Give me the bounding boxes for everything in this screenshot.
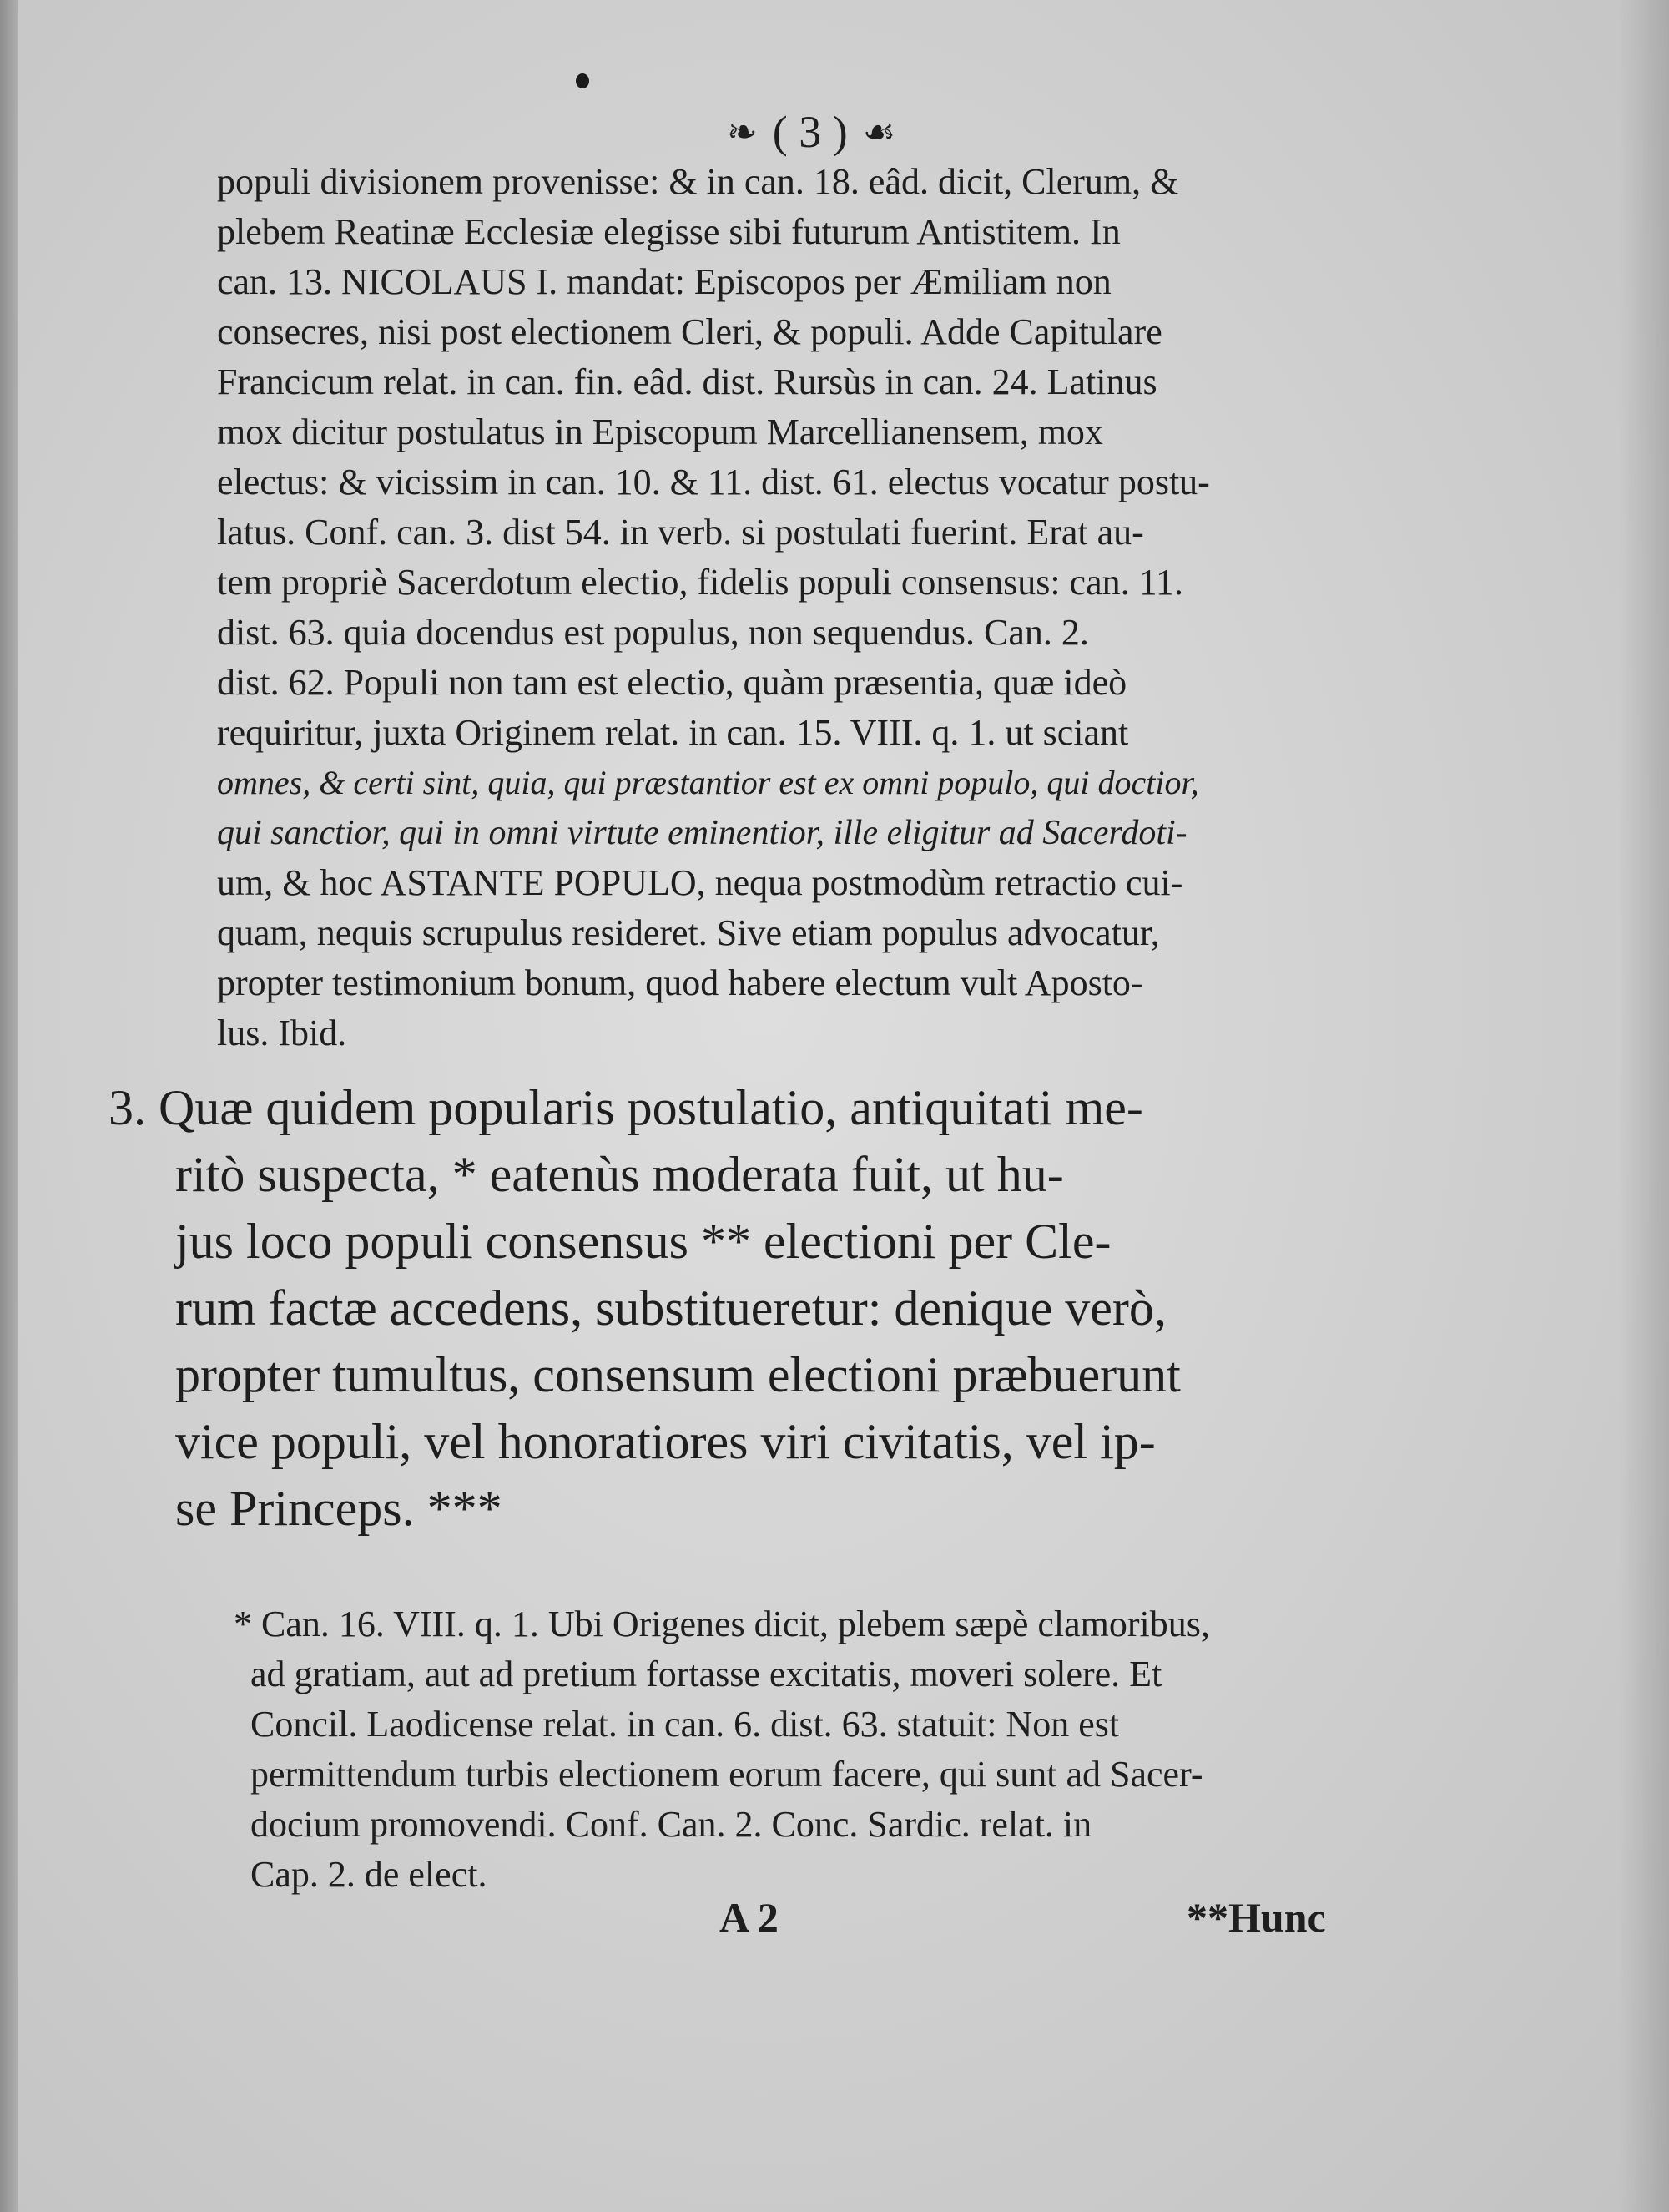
- text-line: dist. 62. Populi non tam est electio, quàm præsentia, quæ ideò: [217, 662, 1127, 703]
- text-line: propter tumultus, consensum electioni præbuerunt: [175, 1347, 1181, 1402]
- text-line: omnes, & certi sint, quia, qui præstantior est ex omni populo, qui doctior,: [217, 764, 1199, 801]
- page-number: ( 3 ): [772, 107, 848, 157]
- text-line: se Princeps. ***: [175, 1481, 502, 1536]
- text-line: 3. Quæ quidem popularis postulatio, antiquitati me-: [108, 1080, 1143, 1135]
- text-line: mox dicitur postulatus in Episcopum Marcellianensem, mox: [217, 412, 1103, 452]
- signature-mark: A 2: [719, 1894, 779, 1941]
- text-line: latus. Conf. can. 3. dist 54. in verb. si postulati fuerint. Erat au-: [217, 512, 1144, 553]
- running-head: [686, 107, 936, 157]
- text-line: jus loco populi consensus ** electioni per Cle-: [175, 1214, 1112, 1269]
- footnote-line: Concil. Laodicense relat. in can. 6. dist. 63. statuit: Non est: [250, 1704, 1120, 1745]
- text-line: rum factæ accedens, substitueretur: denique verò,: [175, 1280, 1167, 1336]
- footnote-line: docium promovendi. Conf. Can. 2. Conc. Sardic. relat. in: [250, 1804, 1092, 1845]
- text-line: um, & hoc ASTANTE POPULO, nequa postmodùm retractio cui-: [217, 862, 1183, 903]
- text-line: plebem Reatinæ Ecclesiæ elegisse sibi futurum Antistitem. In: [217, 211, 1121, 252]
- ornament-right-icon: ☙: [862, 111, 896, 153]
- text-line: consecres, nisi post electionem Cleri, & populi. Adde Capitulare: [217, 311, 1162, 352]
- text-line: Francicum relat. in can. fin. eâd. dist. Rursùs in can. 24. Latinus: [217, 361, 1157, 402]
- text-line: can. 13. NICOLAUS I. mandat: Episcopos per Æmiliam non: [217, 261, 1112, 302]
- text-line: qui sanctior, qui in omni virtute eminentior, ille eligitur ad Sacerdoti-: [217, 814, 1187, 852]
- text-line: requiritur, juxta Originem relat. in can. 15. VIII. q. 1. ut sciant: [217, 712, 1129, 753]
- text-line: lus. Ibid.: [217, 1013, 347, 1053]
- footnote-line: * Can. 16. VIII. q. 1. Ubi Origenes dicit, plebem sæpè clamoribus,: [234, 1603, 1210, 1644]
- text-line: electus: & vicissim in can. 10. & 11. dist. 61. electus vocatur postu-: [217, 462, 1210, 502]
- text-line: vice populi, vel honoratiores viri civitatis, vel ip-: [175, 1414, 1156, 1469]
- text-line: populi divisionem provenisse: & in can. 18. eâd. dicit, Clerum, &: [217, 161, 1179, 202]
- ink-dot: [576, 73, 589, 88]
- catchword: **Hunc: [1187, 1894, 1326, 1941]
- ornament-left-icon: ❧: [726, 111, 758, 153]
- binding-shadow: [0, 0, 18, 2212]
- book-page: [18, 0, 1669, 2212]
- text-line: dist. 63. quia docendus est populus, non sequendus. Can. 2.: [217, 612, 1089, 653]
- page-edge-shade: [1619, 0, 1669, 2212]
- text-line: propter testimonium bonum, quod habere electum vult Aposto-: [217, 962, 1143, 1003]
- footnote-line: ad gratiam, aut ad pretium fortasse excitatis, moveri solere. Et: [250, 1654, 1162, 1694]
- text-line: tem propriè Sacerdotum electio, fidelis populi consensus: can. 11.: [217, 562, 1183, 603]
- footnote-line: permittendum turbis electionem eorum facere, qui sunt ad Sacer-: [250, 1754, 1203, 1795]
- text-line: ritò suspecta, * eatenùs moderata fuit, ut hu-: [175, 1147, 1064, 1202]
- footnote-line: Cap. 2. de elect.: [250, 1854, 487, 1895]
- text-line: quam, nequis scrupulus resideret. Sive etiam populus advocatur,: [217, 912, 1160, 953]
